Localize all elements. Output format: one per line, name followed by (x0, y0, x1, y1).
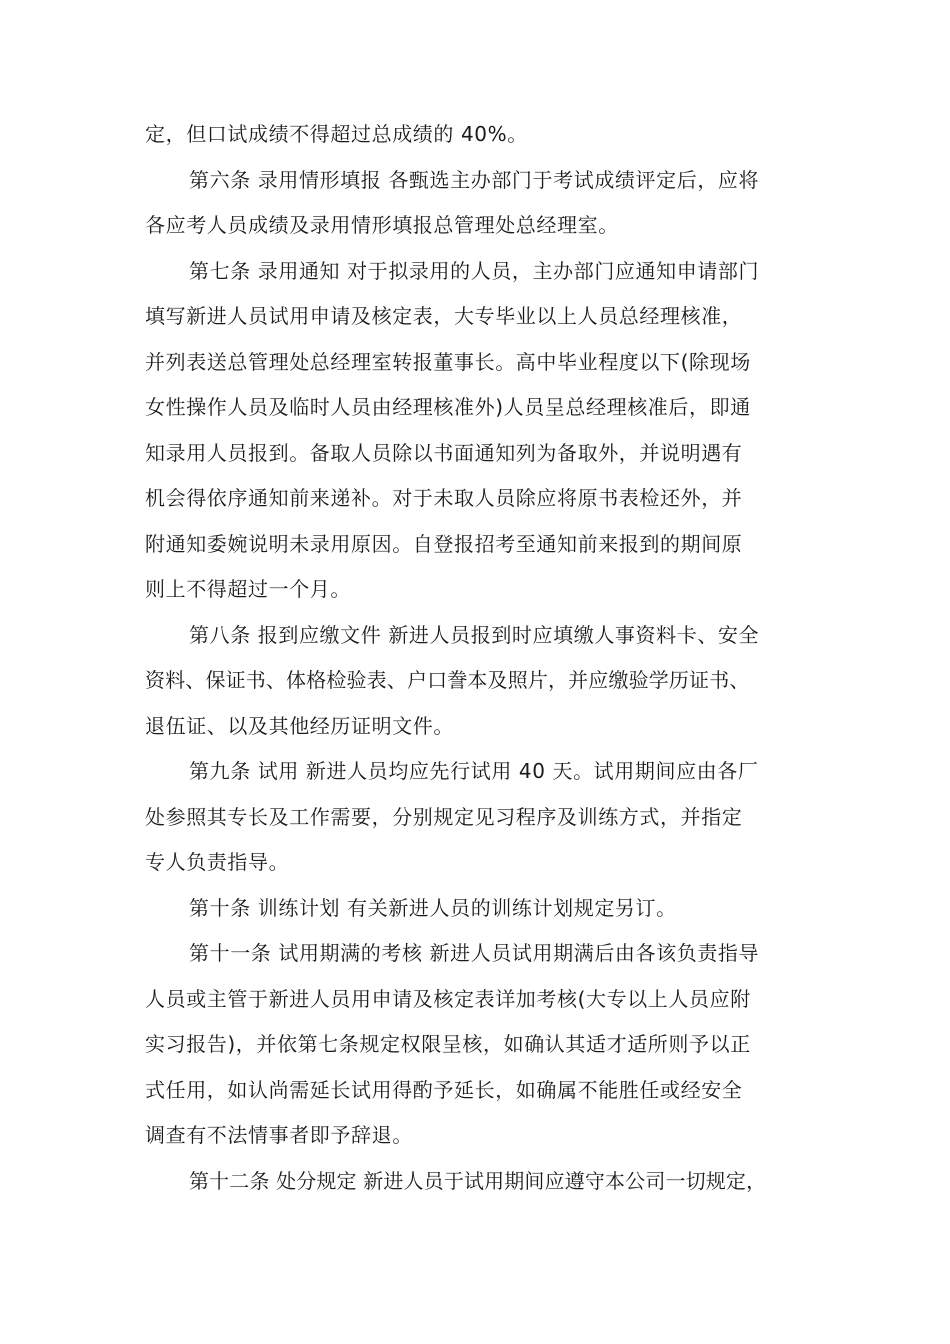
text-line: 第六条 录用情形填报 各甄选主办部门于考试成绩评定后，应将 (189, 167, 760, 192)
text-line: 第十一条 试用期满的考核 新进人员试用期满后由各该负责指导 (189, 941, 760, 965)
text-line: 第十条 训练计划 有关新进人员的训练计划规定另订。 (189, 895, 677, 920)
text-line: 专人负责指导。 (145, 850, 290, 874)
text-line: 调查有不法情事者即予辞退。 (145, 1123, 413, 1147)
text-line: 附通知委婉说明未录用原因。自登报招考至通知前来报到的期间原 (145, 531, 743, 556)
text-line: 第七条 录用通知 对于拟录用的人员，主办部门应通知申请部门 (189, 258, 760, 283)
text-line: 知录用人员报到。备取人员除以书面通知列为备取外，并说明遇有 (145, 440, 743, 465)
text-line: 第八条 报到应缴文件 新进人员报到时应填缴人事资料卡、安全 (189, 622, 760, 647)
text-line: 第九条 试用 新进人员均应先行试用 40 天。试用期间应由各厂 (189, 759, 759, 783)
text-line: 女性操作人员及临时人员由经理核准外)人员呈总经理核准后，即通 (145, 395, 751, 419)
text-line: 则上不得超过一个月。 (145, 577, 351, 601)
text-line: 第十二条 处分规定 新进人员于试用期间应遵守本公司一切规定， (189, 1168, 767, 1193)
text-line: 人员或主管于新进人员用申请及核定表详加考核(大专以上人员应附 (145, 986, 751, 1011)
text-line: 机会得依序通知前来递补。对于未取人员除应将原书表检还外，并 (145, 486, 743, 510)
text-line: 定，但口试成绩不得超过总成绩的 40%。 (145, 122, 528, 146)
text-line: 处参照其专长及工作需要，分别规定见习程序及训练方式，并指定 (145, 804, 743, 829)
document-body (145, 112, 825, 1204)
text-line: 填写新进人员试用申请及核定表，大专毕业以上人员总经理核准， (145, 304, 743, 328)
text-line: 退伍证、以及其他经历证明文件。 (145, 713, 454, 738)
text-line: 各应考人员成绩及录用情形填报总管理处总经理室。 (145, 213, 619, 237)
text-line: 资料、保证书、体格检验表、户口誊本及照片，并应缴验学历证书、 (145, 668, 750, 692)
text-line: 式任用，如认尚需延长试用得酌予延长，如确属不能胜任或经安全 (145, 1077, 743, 1102)
text-line: 并列表送总管理处总经理室转报董事长。高中毕业程度以下(除现场 (145, 349, 751, 374)
text-line: 实习报告)，并依第七条规定权限呈核，如确认其适才适所则予以正 (145, 1032, 751, 1056)
